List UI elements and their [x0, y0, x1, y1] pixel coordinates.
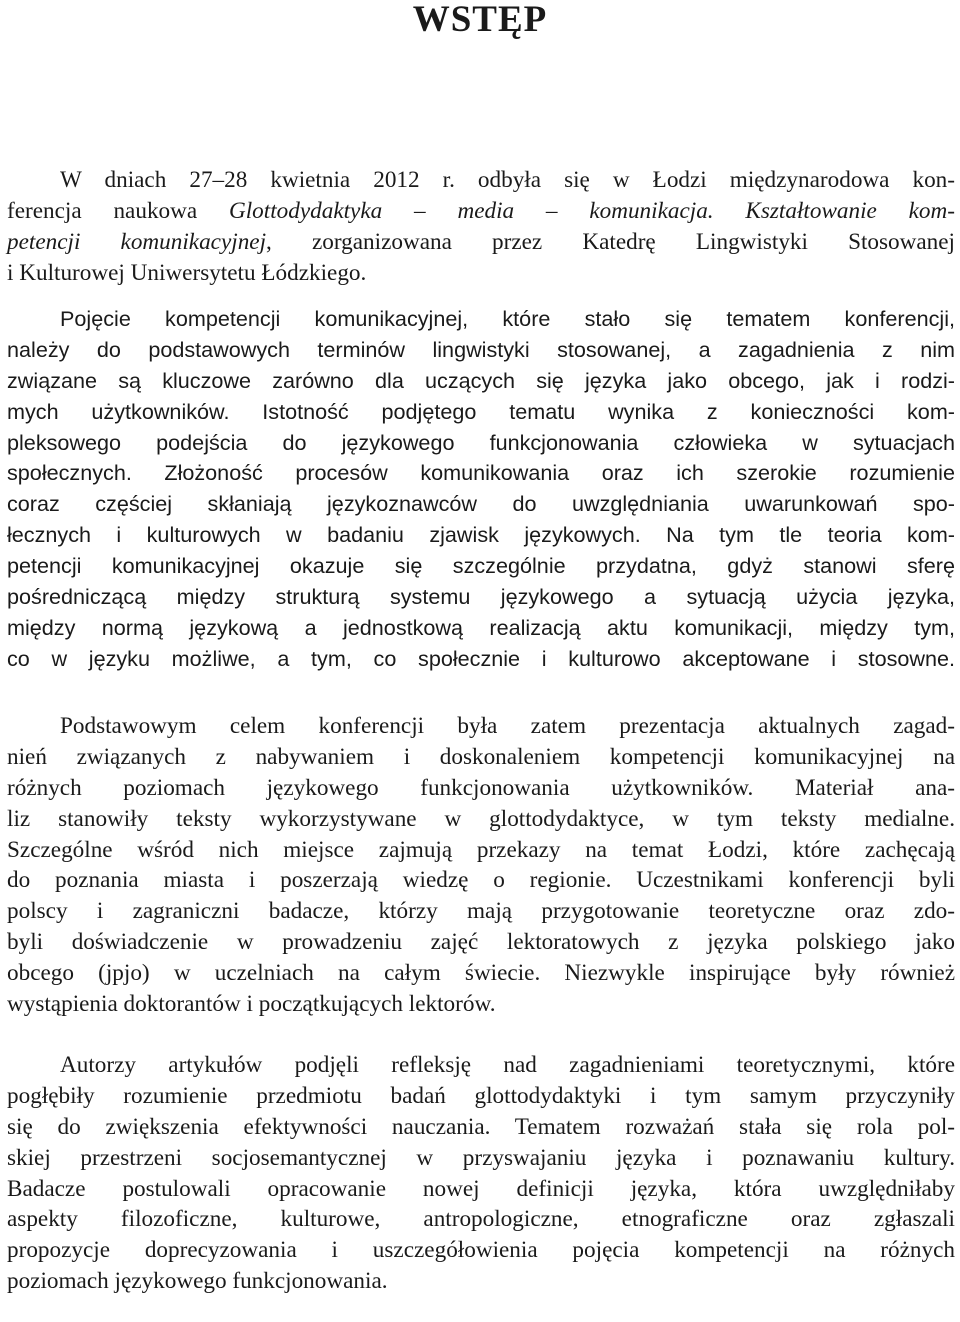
text-line: należy do podstawowych terminów lingwistyki stosowanej, a zagadnienia z nim [7, 336, 955, 362]
text-line: aspekty filozoficzne, kulturowe, antropologiczne, etnograficzne oraz zgłaszali [7, 1206, 955, 1233]
text-line: byli doświadczenie w prowadzeniu zajęć lektoratowych z języka polskiego jako [7, 929, 955, 956]
paragraph-authors [7, 1050, 955, 1297]
text-line: związane są kluczowe zarówno dla uczących się języka jako obcego, jak i rodzi- [7, 367, 955, 393]
text-fragment: , zorganizowana przez Katedrę Lingwistyki Stosowanej [266, 228, 955, 255]
text-line: Podstawowym celem konferencji była zatem prezentacja aktualnych zagad- [60, 713, 955, 739]
text-line: Szczególne wśród nich miejsce zajmują przekazy na temat Łodzi, które zachęcają [7, 836, 955, 863]
text-line: i Kulturowej Uniwersytetu Łódzkiego. [7, 259, 367, 286]
conference-title-italic: petencji komunikacyjnej [7, 228, 267, 255]
paragraph-conference-goal [7, 711, 955, 1020]
text-line [7, 196, 955, 227]
text-fragment: ferencja naukowa [7, 197, 229, 224]
text-line: liz stanowiły teksty wykorzystywane w glottodydaktyce, w tym teksty medialne. [7, 805, 955, 832]
text-line: poziomach językowego funkcjonowania. [7, 1268, 388, 1295]
text-line [7, 227, 955, 258]
text-line: pogłębiły rozumienie przedmiotu badań glottodydaktyki i tym samym przyczyniły [7, 1082, 955, 1109]
text-line: łecznych i kulturowych w badaniu zjawisk językowych. Na tym tle teoria kom- [7, 522, 955, 548]
text-line: pośredniczącą między strukturą systemu językowego a sytuacją użycia języka, [7, 584, 955, 610]
text-line: pleksowego podejścia do językowego funkcjonowania człowieka w sytuacjach [7, 429, 955, 455]
page-title: WSTĘP [412, 0, 548, 40]
text-line: petencji komunikacyjnej okazuje się szczególnie przydatna, gdyż stanowi sferę [7, 553, 955, 579]
conference-title-italic: Glottodydaktyka – media – komunikacja. Kształtowanie kom- [228, 197, 955, 224]
text-line: co w języku możliwe, a tym, co społecznie i kulturowo akceptowane i stosowne. [7, 645, 955, 671]
text-line: Autorzy artykułów podjęli refleksję nad zagadnieniami teoretycznymi, które [60, 1052, 955, 1078]
text-line: różnych poziomach językowego funkcjonowania użytkowników. Materiał ana- [7, 774, 955, 801]
text-line: między normą językową a jednostkową realizacją aktu komunikacji, między tym, [7, 614, 955, 640]
text-line: polscy i zagraniczni badacze, którzy mają przygotowanie teoretyczne oraz zdo- [7, 898, 955, 925]
paragraph-intro [7, 165, 955, 289]
text-line: do poznania miasta i poszerzają wiedzę o regionie. Uczestnikami konferencji byli [7, 867, 955, 894]
text-line: nień związanych z nabywaniem i doskonaleniem kompetencji komunikacyjnej na [7, 743, 955, 770]
text-line: wystąpienia doktorantów i początkujących lektorów. [7, 991, 496, 1018]
text-line: Pojęcie kompetencji komunikacyjnej, które stało się tematem konferencji, [60, 306, 955, 331]
text-line: skiej przestrzeni socjosemantycznej w przyswajaniu języka i poznawaniu kultury. [7, 1144, 955, 1171]
text-line: Badacze postulowali opracowanie nowej definicji języka, która uwzględniłaby [7, 1175, 955, 1202]
paragraph-competence [7, 304, 955, 675]
text-line: coraz częściej skłaniają językoznawców do uwzględniania uwarunkowań spo- [7, 491, 955, 517]
text-line: obcego (jpjo) w uczelniach na całym świecie. Niezwykle inspirujące były również [7, 960, 955, 987]
text-line: się do zwiększenia efektywności nauczania. Tematem rozważań stała się rola pol- [7, 1113, 955, 1140]
text-line: W dniach 27–28 kwietnia 2012 r. odbyła się w Łodzi międzynarodowa kon- [60, 167, 955, 193]
text-line: społecznych. Złożoność procesów komunikowania oraz ich szerokie rozumienie [7, 460, 955, 486]
text-line: propozycje doprecyzowania i uszczegółowienia pojęcia kompetencji na różnych [7, 1237, 955, 1264]
text-line: mych użytkowników. Istotność podjętego tematu wynika z konieczności kom- [7, 398, 955, 424]
